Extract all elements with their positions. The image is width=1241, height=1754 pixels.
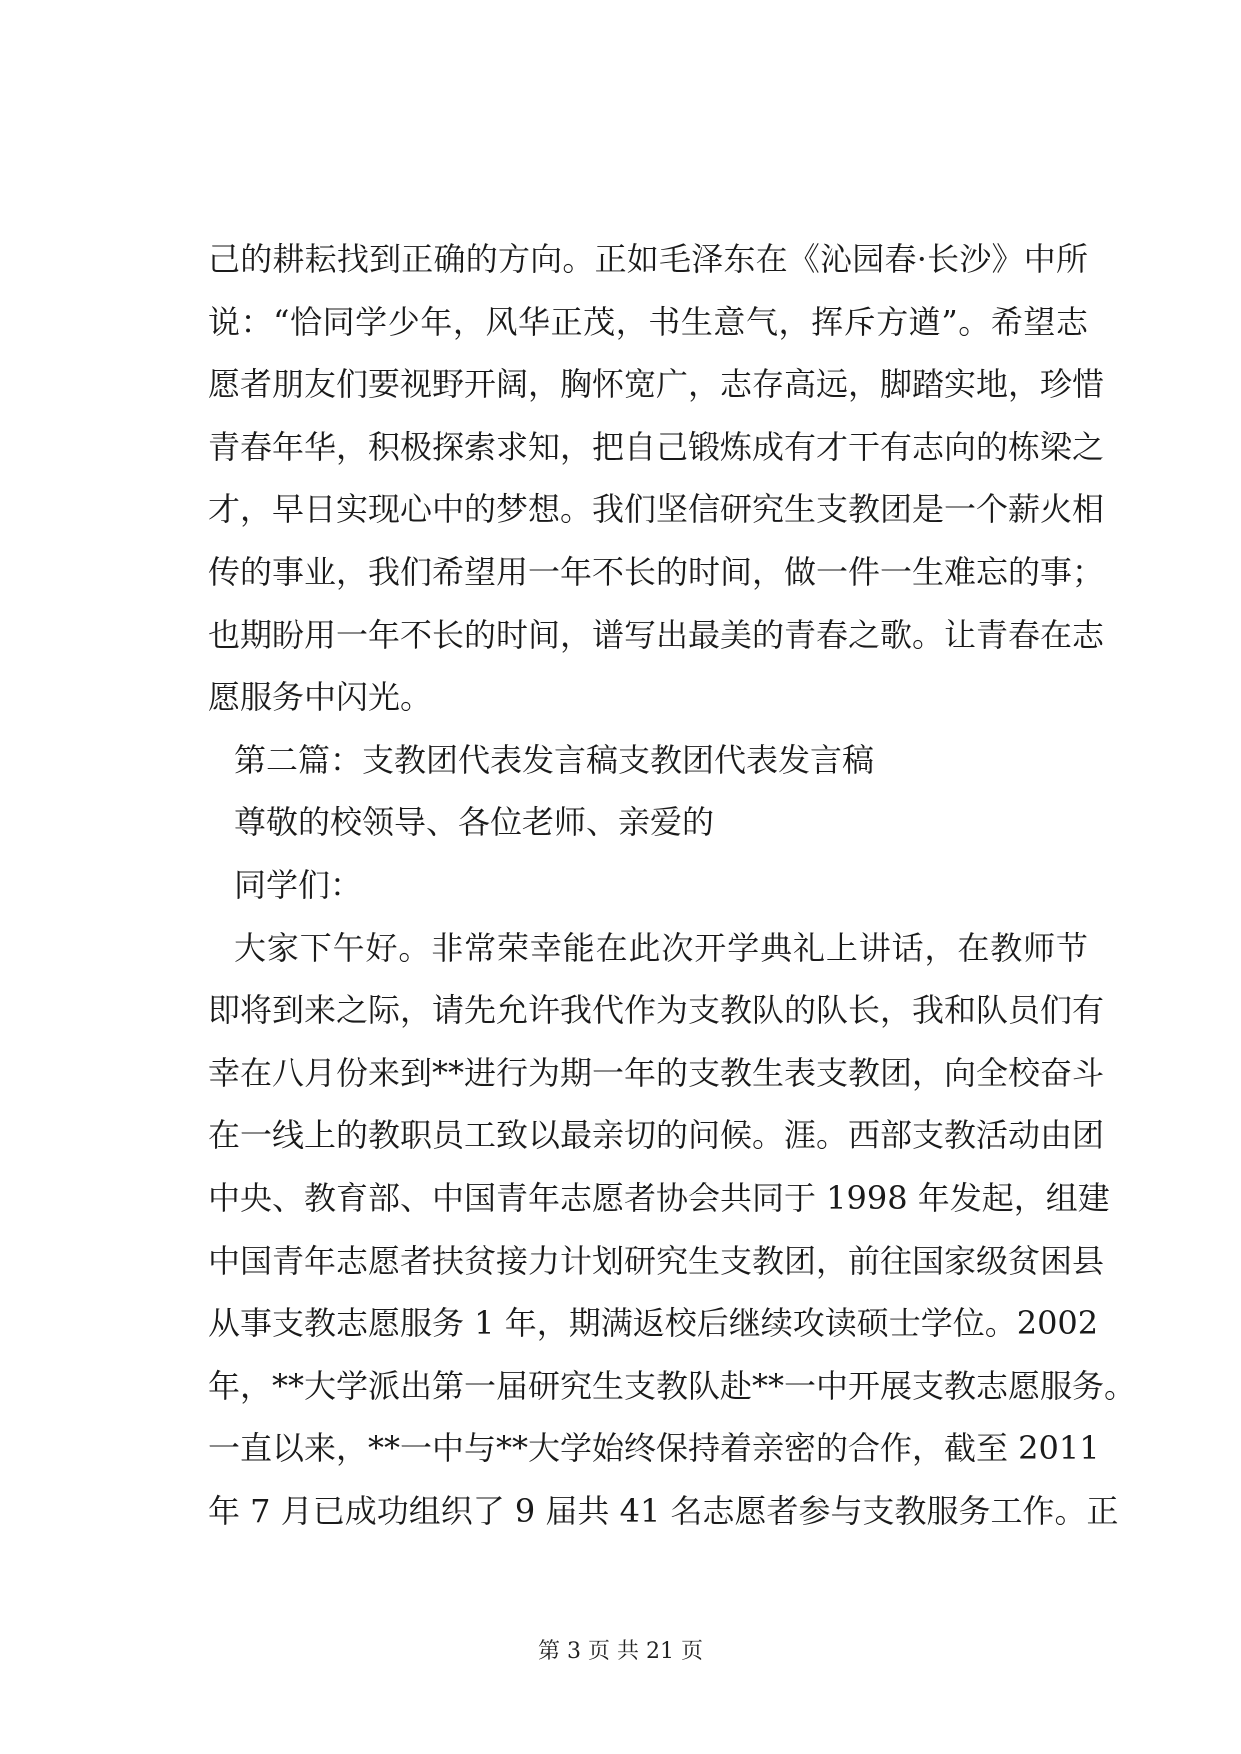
paragraph-line: 说：“恰同学少年，风华正茂，书生意气，挥斥方遒”。希望志 — [208, 302, 1088, 341]
paragraph-line: 幸在八月份来到**进行为期一年的支教生表支教团，向全校奋斗 — [208, 1053, 1105, 1092]
paragraph-line: 中央、教育部、中国青年志愿者协会共同于 1998 年发起，组建 — [208, 1178, 1110, 1217]
paragraph-line: 年 7 月已成功组织了 9 届共 41 名志愿者参与支教服务工作。正 — [208, 1491, 1119, 1530]
paragraph-line: 即将到来之际，请先允许我代作为支教队的队长，我和队员们有 — [208, 991, 1105, 1030]
salutation-line: 同学们： — [234, 865, 363, 904]
paragraph-line: 大家下午好。非常荣幸能在此次开学典礼上讲话，在教师节 — [234, 928, 1088, 967]
paragraph-line: 从事支教志愿服务 1 年，期满返校后继续攻读硕士学位。2002 — [208, 1304, 1099, 1343]
page-number-footer: 第 3 页 共 21 页 — [538, 1639, 703, 1664]
paragraph-line: 愿者朋友们要视野开阔，胸怀宽广，志存高远，脚踏实地，珍惜 — [208, 365, 1105, 404]
paragraph-line: 在一线上的教职员工致以最亲切的问候。涯。西部支教活动由团 — [208, 1116, 1105, 1155]
paragraph-line: 传的事业，我们希望用一年不长的时间，做一件一生难忘的事； — [208, 552, 1105, 591]
section-heading: 第二篇：支教团代表发言稿支教团代表发言稿 — [234, 740, 875, 779]
document-body — [208, 228, 1137, 1542]
salutation-line: 尊敬的校领导、各位老师、亲爱的 — [234, 803, 715, 842]
paragraph-line: 中国青年志愿者扶贫接力计划研究生支教团，前往国家级贫困县 — [208, 1241, 1105, 1280]
paragraph-line: 己的耕耘找到正确的方向。正如毛泽东在《沁园春·长沙》中所 — [208, 240, 1088, 278]
paragraph-line: 也期盼用一年不长的时间，谱写出最美的青春之歌。让青春在志 — [208, 615, 1105, 654]
paragraph-line: 愿服务中闪光。 — [208, 678, 433, 717]
paragraph-line: 青春年华，积极探索求知，把自己锻炼成有才干有志向的栋梁之 — [208, 427, 1105, 466]
paragraph-line: 一直以来，**一中与**大学始终保持着亲密的合作，截至 2011 — [208, 1429, 1100, 1468]
paragraph-line: 才，早日实现心中的梦想。我们坚信研究生支教团是一个薪火相 — [208, 490, 1105, 529]
paragraph-line: 年，**大学派出第一届研究生支教队赴**一中开展支教志愿服务。 — [208, 1366, 1137, 1405]
